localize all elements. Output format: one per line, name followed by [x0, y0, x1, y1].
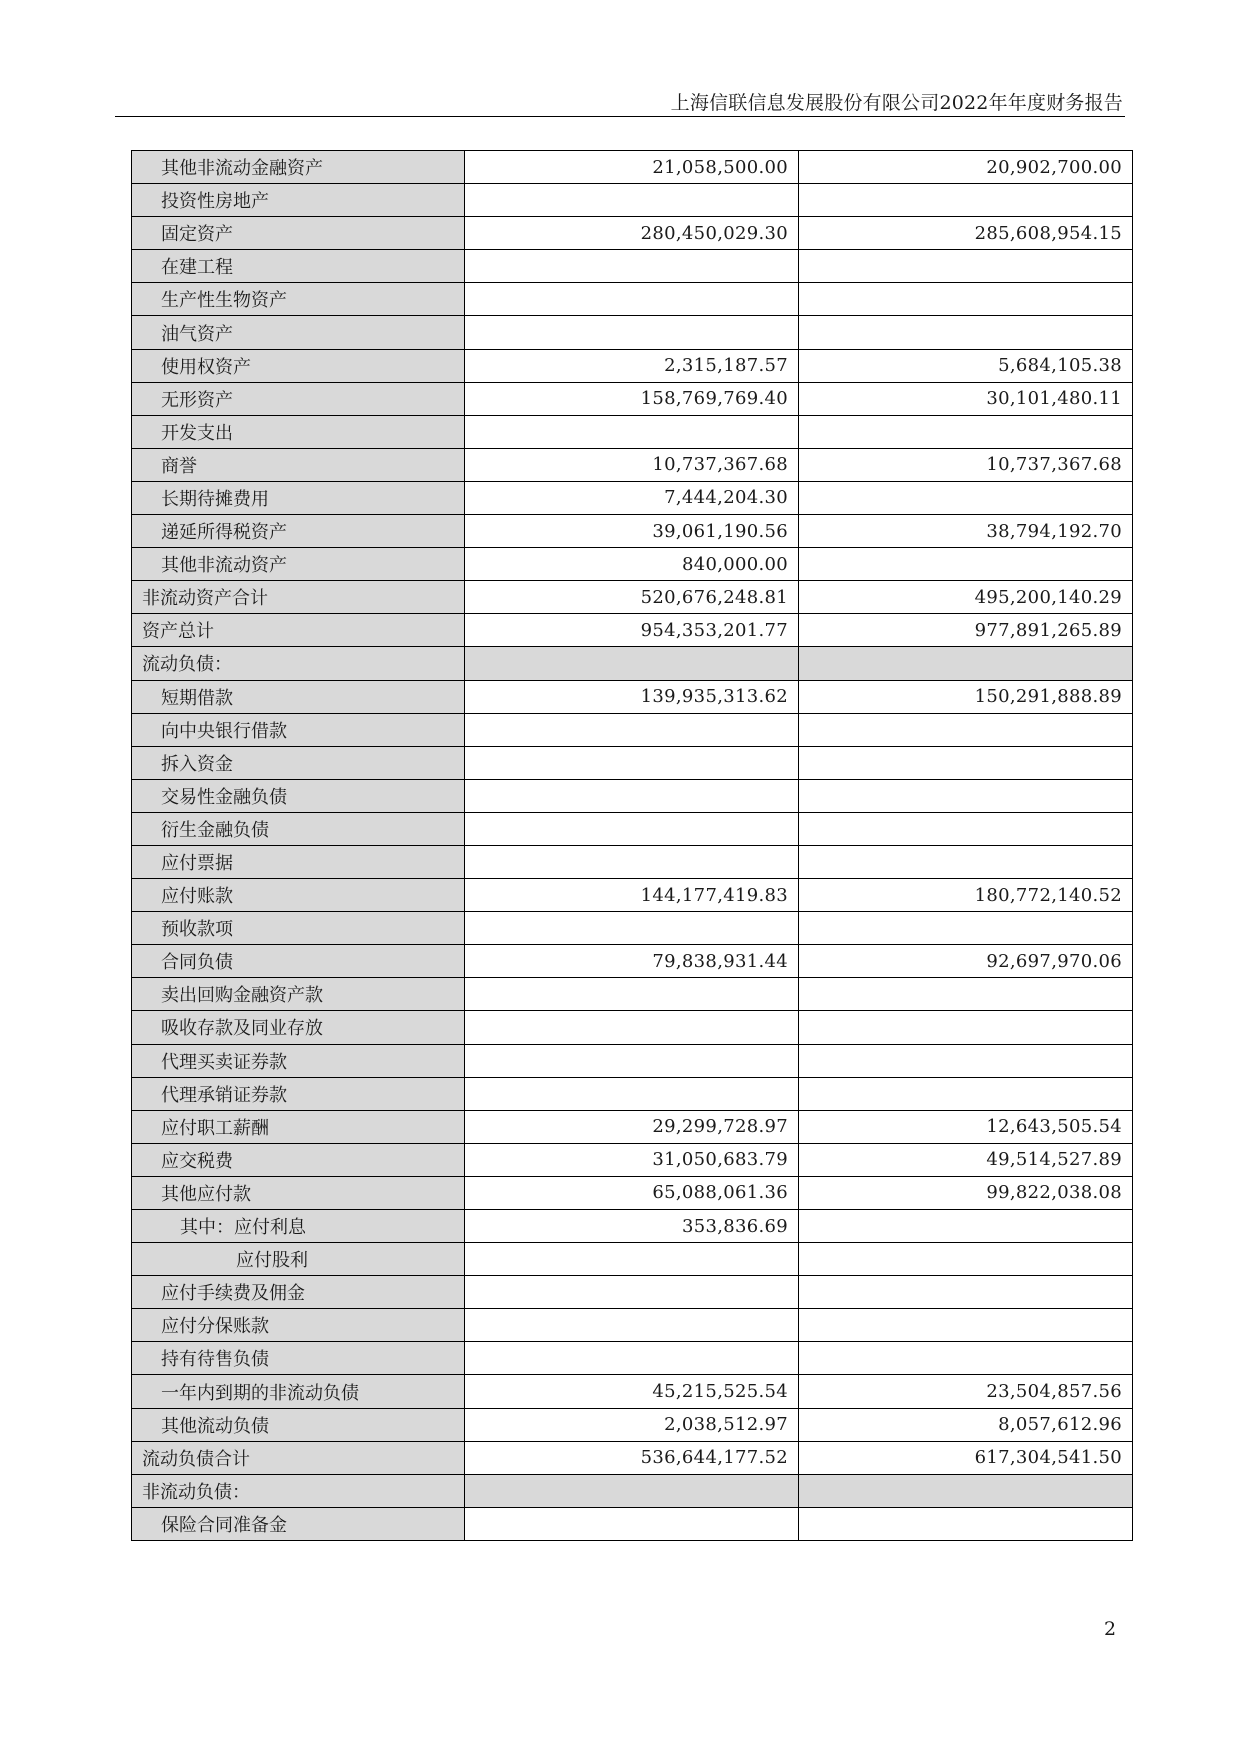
row-label: 应付票据	[132, 845, 465, 878]
prior-period-value	[799, 1077, 1133, 1110]
row-label: 递延所得税资产	[132, 515, 465, 548]
current-period-value	[465, 1309, 799, 1342]
prior-period-value: 5,684,105.38	[799, 349, 1133, 382]
prior-period-value	[799, 845, 1133, 878]
current-period-value: 954,353,201.77	[465, 614, 799, 647]
prior-period-value: 20,902,700.00	[799, 151, 1133, 184]
table-row	[132, 746, 1133, 779]
current-period-value: 45,215,525.54	[465, 1375, 799, 1408]
current-period-value	[465, 713, 799, 746]
row-label: 代理承销证券款	[132, 1077, 465, 1110]
prior-period-value	[799, 746, 1133, 779]
prior-period-value: 49,514,527.89	[799, 1143, 1133, 1176]
current-period-value: 353,836.69	[465, 1210, 799, 1243]
table-row	[132, 349, 1133, 382]
prior-period-value	[799, 316, 1133, 349]
prior-period-value: 12,643,505.54	[799, 1110, 1133, 1143]
current-period-value	[465, 746, 799, 779]
row-label: 固定资产	[132, 217, 465, 250]
current-period-value	[465, 1077, 799, 1110]
table-row	[132, 316, 1133, 349]
row-label: 持有待售负债	[132, 1342, 465, 1375]
row-label: 应付手续费及佣金	[132, 1276, 465, 1309]
prior-period-value: 180,772,140.52	[799, 879, 1133, 912]
prior-period-value	[799, 713, 1133, 746]
table-row	[132, 1210, 1133, 1243]
row-label: 其他非流动金融资产	[132, 151, 465, 184]
current-period-value: 29,299,728.97	[465, 1110, 799, 1143]
prior-period-value	[799, 415, 1133, 448]
prior-period-value	[799, 1309, 1133, 1342]
current-period-value: 39,061,190.56	[465, 515, 799, 548]
table-row	[132, 912, 1133, 945]
prior-period-value: 617,304,541.50	[799, 1441, 1133, 1474]
row-label: 生产性生物资产	[132, 283, 465, 316]
prior-period-value: 92,697,970.06	[799, 945, 1133, 978]
balance-sheet-table	[131, 150, 1133, 1541]
prior-period-value	[799, 548, 1133, 581]
table-row	[132, 879, 1133, 912]
report-title: 上海信联信息发展股份有限公司2022年年度财务报告	[670, 92, 1123, 114]
current-period-value: 7,444,204.30	[465, 481, 799, 514]
table-row	[132, 1441, 1133, 1474]
prior-period-value	[799, 1474, 1133, 1507]
table-row	[132, 812, 1133, 845]
current-period-value: 536,644,177.52	[465, 1441, 799, 1474]
prior-period-value: 150,291,888.89	[799, 680, 1133, 713]
prior-period-value	[799, 283, 1133, 316]
current-period-value: 139,935,313.62	[465, 680, 799, 713]
prior-period-value: 30,101,480.11	[799, 382, 1133, 415]
row-label: 应付股利	[132, 1243, 465, 1276]
row-label: 其他应付款	[132, 1176, 465, 1209]
prior-period-value: 99,822,038.08	[799, 1176, 1133, 1209]
row-label: 合同负债	[132, 945, 465, 978]
prior-period-value	[799, 912, 1133, 945]
prior-period-value	[799, 1011, 1133, 1044]
current-period-value	[465, 1474, 799, 1507]
table-row	[132, 217, 1133, 250]
table-row	[132, 845, 1133, 878]
row-label: 应付分保账款	[132, 1309, 465, 1342]
prior-period-value	[799, 1243, 1133, 1276]
row-label: 卖出回购金融资产款	[132, 978, 465, 1011]
row-label: 资产总计	[132, 614, 465, 647]
row-label: 向中央银行借款	[132, 713, 465, 746]
current-period-value: 280,450,029.30	[465, 217, 799, 250]
current-period-value	[465, 283, 799, 316]
table-row	[132, 713, 1133, 746]
prior-period-value: 10,737,367.68	[799, 448, 1133, 481]
row-label: 衍生金融负债	[132, 812, 465, 845]
row-label: 无形资产	[132, 382, 465, 415]
row-label: 油气资产	[132, 316, 465, 349]
current-period-value: 520,676,248.81	[465, 581, 799, 614]
table-row	[132, 481, 1133, 514]
current-period-value	[465, 1011, 799, 1044]
row-label: 在建工程	[132, 250, 465, 283]
row-label: 拆入资金	[132, 746, 465, 779]
table-row	[132, 1176, 1133, 1209]
table-row	[132, 647, 1133, 680]
current-period-value	[465, 1044, 799, 1077]
row-label: 短期借款	[132, 680, 465, 713]
row-label: 其中：应付利息	[132, 1210, 465, 1243]
row-label: 交易性金融负债	[132, 779, 465, 812]
row-label: 应付账款	[132, 879, 465, 912]
prior-period-value	[799, 1276, 1133, 1309]
current-period-value	[465, 1507, 799, 1540]
table-row	[132, 581, 1133, 614]
row-label: 非流动资产合计	[132, 581, 465, 614]
row-label: 使用权资产	[132, 349, 465, 382]
row-label: 流动负债：	[132, 647, 465, 680]
current-period-value	[465, 184, 799, 217]
prior-period-value	[799, 1342, 1133, 1375]
prior-period-value: 977,891,265.89	[799, 614, 1133, 647]
table-row	[132, 283, 1133, 316]
table-row	[132, 151, 1133, 184]
prior-period-value	[799, 184, 1133, 217]
current-period-value: 79,838,931.44	[465, 945, 799, 978]
table-row	[132, 1474, 1133, 1507]
row-label: 代理买卖证券款	[132, 1044, 465, 1077]
table-row	[132, 515, 1133, 548]
prior-period-value	[799, 1044, 1133, 1077]
prior-period-value: 285,608,954.15	[799, 217, 1133, 250]
current-period-value: 158,769,769.40	[465, 382, 799, 415]
prior-period-value	[799, 250, 1133, 283]
row-label: 保险合同准备金	[132, 1507, 465, 1540]
prior-period-value	[799, 1210, 1133, 1243]
prior-period-value: 38,794,192.70	[799, 515, 1133, 548]
prior-period-value: 8,057,612.96	[799, 1408, 1133, 1441]
current-period-value	[465, 912, 799, 945]
prior-period-value	[799, 812, 1133, 845]
row-label: 商誉	[132, 448, 465, 481]
table-row	[132, 1342, 1133, 1375]
current-period-value: 31,050,683.79	[465, 1143, 799, 1176]
row-label: 其他非流动资产	[132, 548, 465, 581]
current-period-value	[465, 779, 799, 812]
table-row	[132, 614, 1133, 647]
current-period-value: 144,177,419.83	[465, 879, 799, 912]
table-row	[132, 1507, 1133, 1540]
row-label: 吸收存款及同业存放	[132, 1011, 465, 1044]
row-label: 长期待摊费用	[132, 481, 465, 514]
table-row	[132, 1276, 1133, 1309]
table-row	[132, 1309, 1133, 1342]
current-period-value	[465, 647, 799, 680]
row-label: 流动负债合计	[132, 1441, 465, 1474]
table-row	[132, 779, 1133, 812]
prior-period-value	[799, 978, 1133, 1011]
current-period-value	[465, 316, 799, 349]
current-period-value	[465, 415, 799, 448]
current-period-value: 65,088,061.36	[465, 1176, 799, 1209]
table-row	[132, 184, 1133, 217]
prior-period-value	[799, 779, 1133, 812]
row-label: 应付职工薪酬	[132, 1110, 465, 1143]
page-number: 2	[1104, 1618, 1117, 1640]
current-period-value: 2,038,512.97	[465, 1408, 799, 1441]
table-row	[132, 415, 1133, 448]
row-label: 一年内到期的非流动负债	[132, 1375, 465, 1408]
row-label: 开发支出	[132, 415, 465, 448]
table-row	[132, 382, 1133, 415]
current-period-value: 2,315,187.57	[465, 349, 799, 382]
table-row	[132, 1408, 1133, 1441]
current-period-value	[465, 845, 799, 878]
row-label: 非流动负债：	[132, 1474, 465, 1507]
table-row	[132, 680, 1133, 713]
current-period-value	[465, 812, 799, 845]
current-period-value	[465, 1243, 799, 1276]
current-period-value: 21,058,500.00	[465, 151, 799, 184]
row-label: 预收款项	[132, 912, 465, 945]
prior-period-value: 23,504,857.56	[799, 1375, 1133, 1408]
prior-period-value	[799, 481, 1133, 514]
table-row	[132, 978, 1133, 1011]
row-label: 其他流动负债	[132, 1408, 465, 1441]
current-period-value	[465, 1276, 799, 1309]
page-header	[115, 86, 1125, 117]
row-label: 应交税费	[132, 1143, 465, 1176]
row-label: 投资性房地产	[132, 184, 465, 217]
table-body	[132, 151, 1133, 1541]
table-row	[132, 250, 1133, 283]
prior-period-value	[799, 647, 1133, 680]
table-row	[132, 448, 1133, 481]
table-row	[132, 1110, 1133, 1143]
table-row	[132, 548, 1133, 581]
prior-period-value	[799, 1507, 1133, 1540]
table-row	[132, 1143, 1133, 1176]
table-row	[132, 1077, 1133, 1110]
current-period-value	[465, 1342, 799, 1375]
current-period-value	[465, 978, 799, 1011]
prior-period-value: 495,200,140.29	[799, 581, 1133, 614]
table-row	[132, 1243, 1133, 1276]
table-row	[132, 1011, 1133, 1044]
table-row	[132, 945, 1133, 978]
table-row	[132, 1044, 1133, 1077]
table-row	[132, 1375, 1133, 1408]
current-period-value	[465, 250, 799, 283]
current-period-value: 10,737,367.68	[465, 448, 799, 481]
current-period-value: 840,000.00	[465, 548, 799, 581]
